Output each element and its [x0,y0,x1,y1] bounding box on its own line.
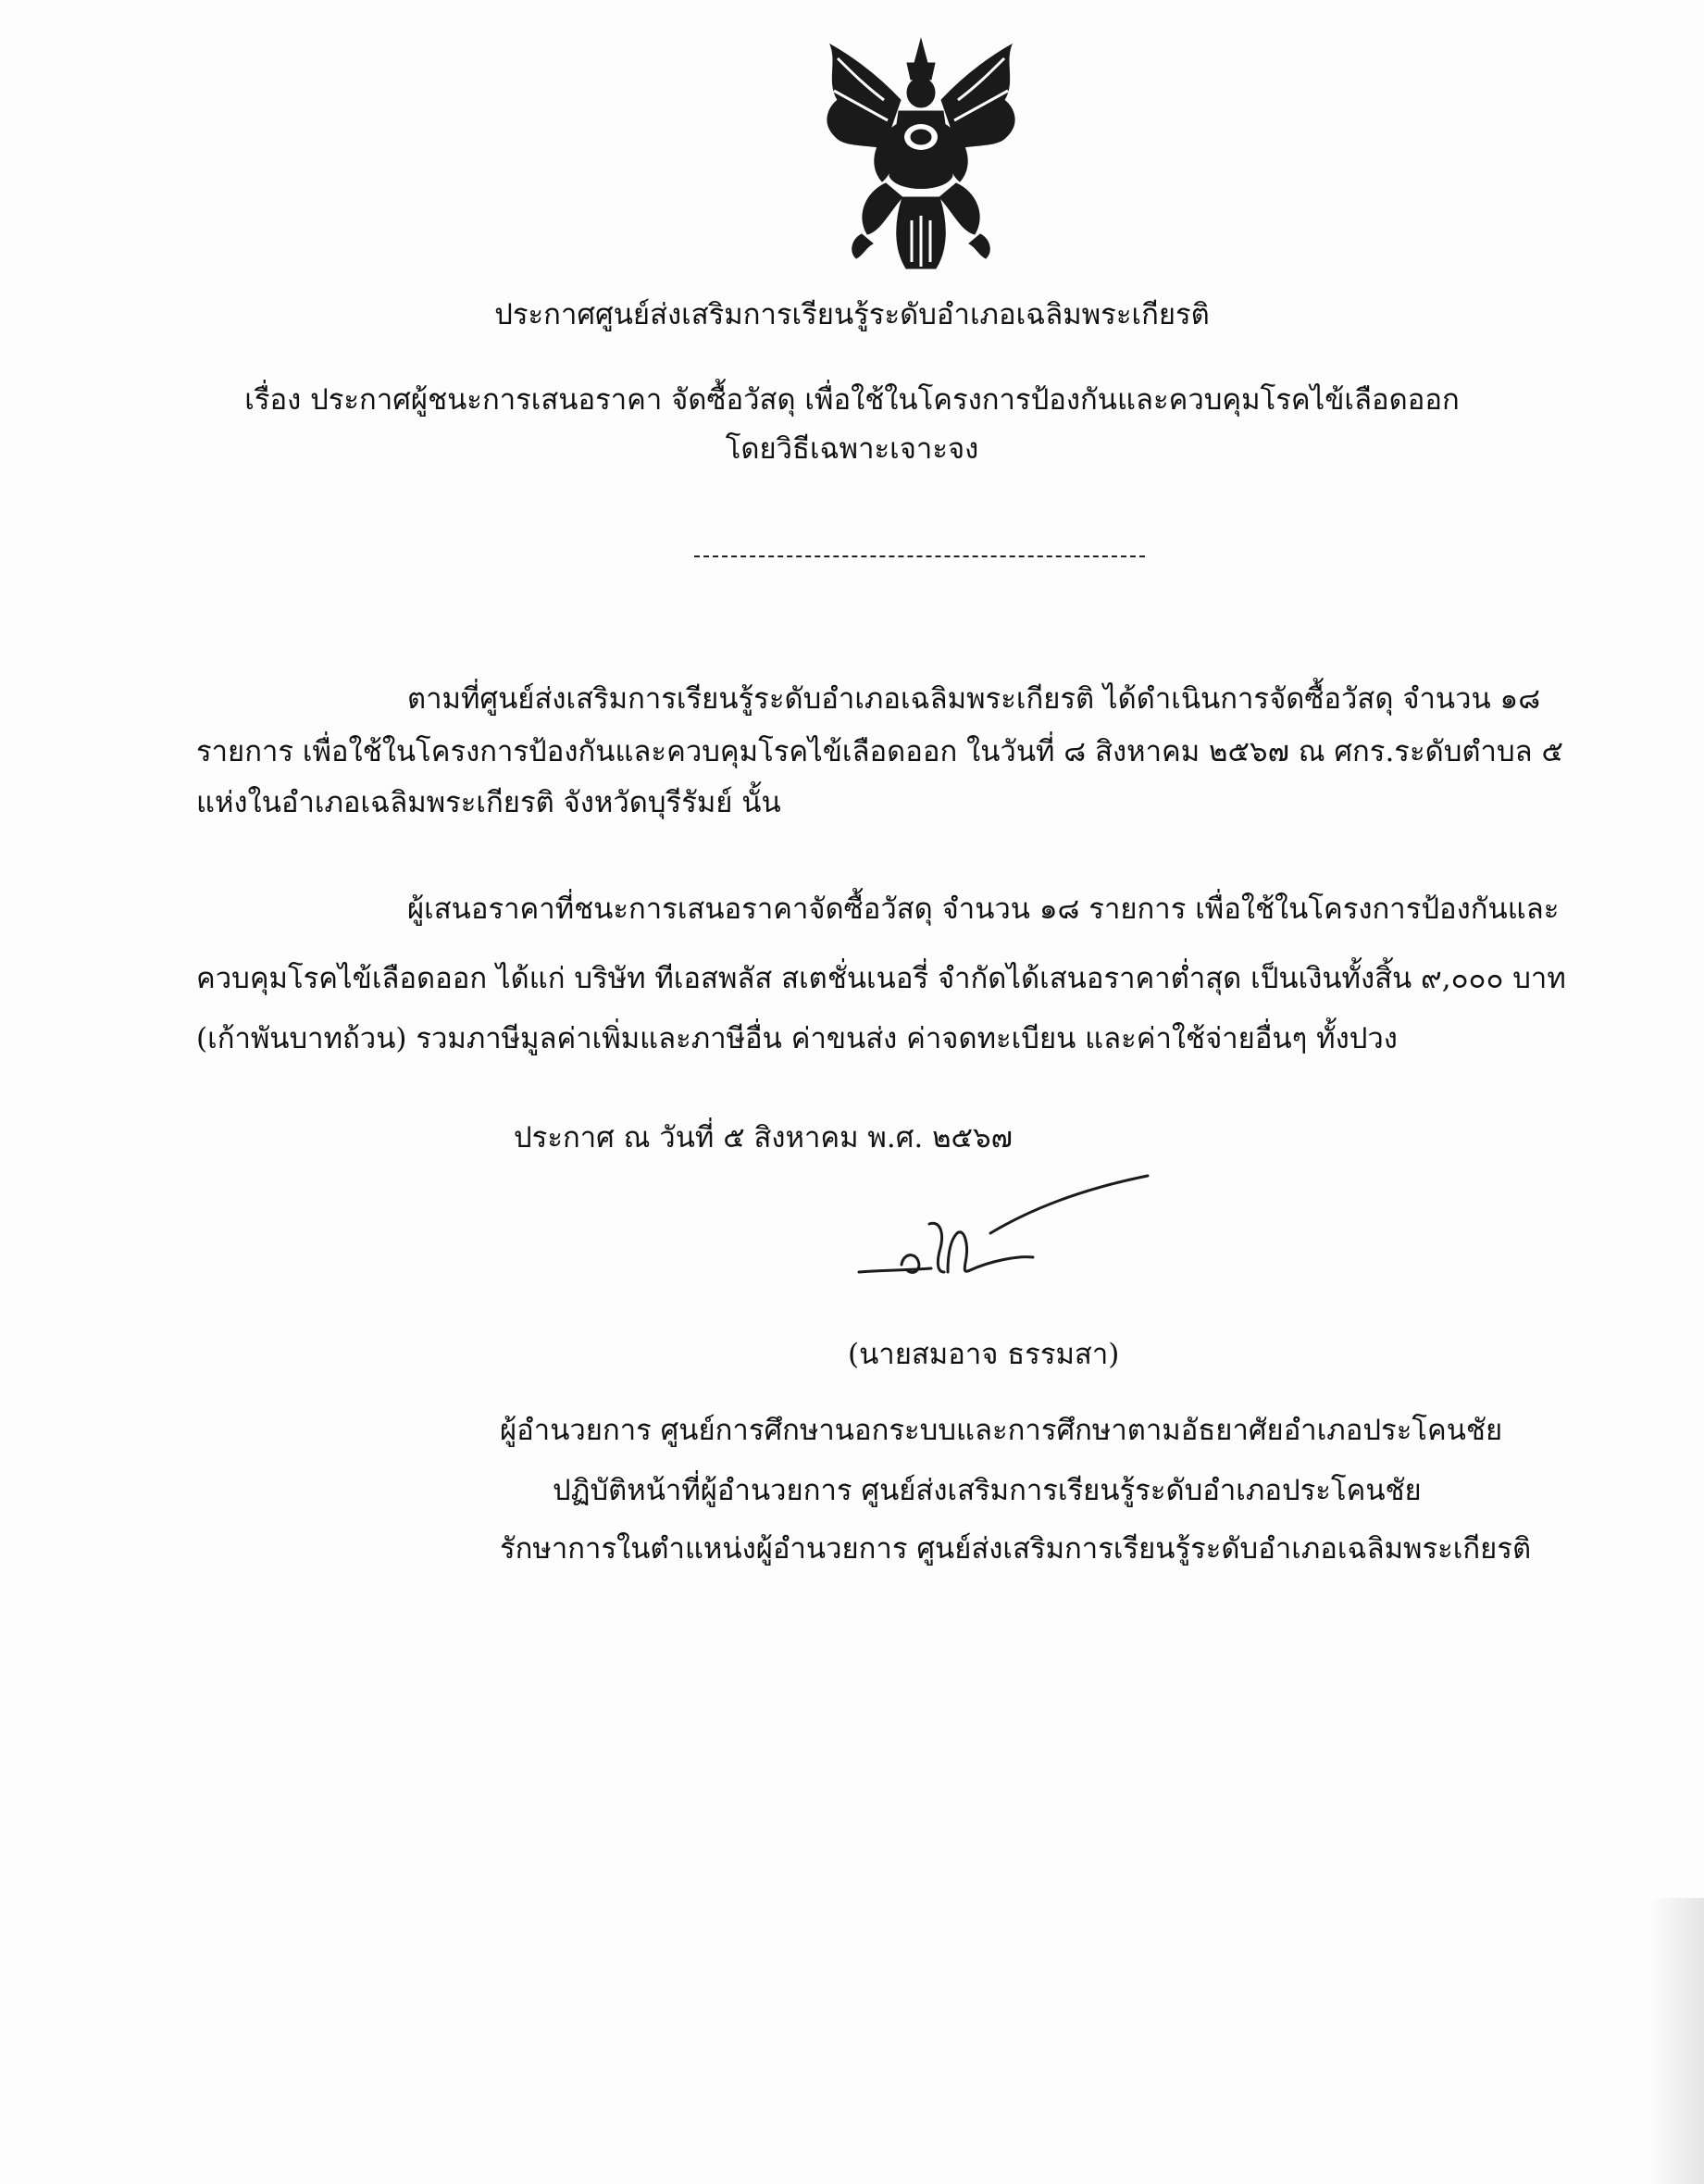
announcement-title: ประกาศศูนย์ส่งเสริมการเรียนรู้ระดับอำเภอเฉลิมพระเกียรติ [494,298,1210,331]
paragraph2-line3: (เก้าพันบาทถ้วน) รวมภาษีมูลค่าเพิ่มและภาษีอื่น ค่าขนส่ง ค่าจดทะเบียน และค่าใช้จ่ายอื่นๆ ทั้งปวง [196,1022,1398,1055]
signer-position-3: รักษาการในตำแหน่งผู้อำนวยการ ศูนย์ส่งเสริมการเรียนรู้ระดับอำเภอเฉลิมพระเกียรติ [500,1532,1532,1566]
paragraph1-line3: แห่งในอำเภอเฉลิมพระเกียรติ จังหวัดบุรีรัมย์ นั้น [196,786,781,819]
handwritten-signature [852,1168,1157,1289]
garuda-emblem-icon [810,35,1032,278]
paragraph1-line1: ตามที่ศูนย์ส่งเสริมการเรียนรู้ระดับอำเภอเฉลิมพระเกียรติ ได้ดำเนินการจัดซื้อวัสดุ จำนวน ๑๘ [407,682,1541,716]
scan-edge-shadow [1648,1898,1704,2184]
paragraph1-line2: รายการ เพื่อใช้ในโครงการป้องกันและควบคุมโรคไข้เลือดออก ในวันที่ ๘ สิงหาคม ๒๕๖๗ ณ ศกร.ระดับตำบล ๕ [196,735,1563,768]
title-divider [694,555,1145,557]
signer-position-1: ผู้อำนวยการ ศูนย์การศึกษานอกระบบและการศึกษาตามอัธยาศัยอำเภอประโคนชัย [500,1414,1503,1447]
procurement-method: โดยวิธีเฉพาะเจาะจง [725,432,979,466]
signer-name: (นายสมอาจ ธรรมสา) [848,1338,1120,1371]
signer-position-2: ปฏิบัติหน้าที่ผู้อำนวยการ ศูนย์ส่งเสริมการเรียนรู้ระดับอำเภอประโคนชัย [553,1474,1422,1507]
announcement-subject: เรื่อง ประกาศผู้ชนะการเสนอราคา จัดซื้อวัสดุ เพื่อใช้ในโครงการป้องกันและควบคุมโรคไข้เลือดออก [244,383,1460,417]
announcement-date: ประกาศ ณ วันที่ ๕ สิงหาคม พ.ศ. ๒๕๖๗ [514,1121,1013,1154]
paragraph2-line2: ควบคุมโรคไข้เลือดออก ได้แก่ บริษัท ทีเอสพลัส สเตชั่นเนอรี่ จำกัดได้เสนอราคาต่ำสุด เป็นเงินทั้งสิ้น ๙,๐๐๐ บาท [196,962,1566,995]
paragraph2-line1: ผู้เสนอราคาที่ชนะการเสนอราคาจัดซื้อวัสดุ จำนวน ๑๘ รายการ เพื่อใช้ในโครงการป้องกันและ [407,892,1560,926]
